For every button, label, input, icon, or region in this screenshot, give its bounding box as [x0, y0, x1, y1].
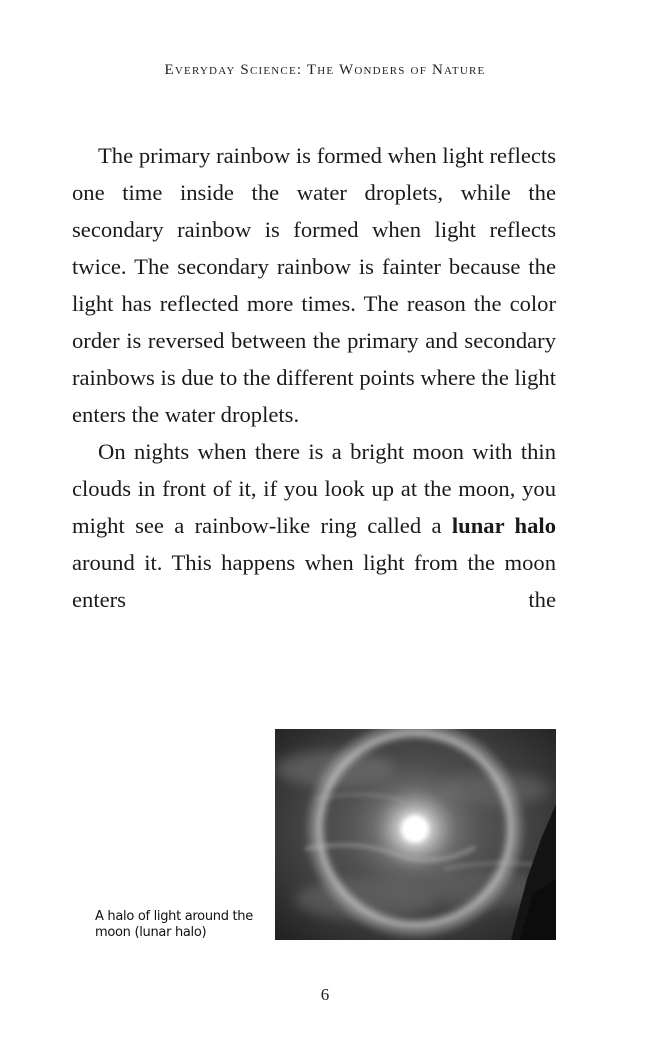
- figure-caption: A halo of light around the moon (lunar halo): [95, 909, 253, 940]
- lunar-halo-photo: [275, 729, 556, 940]
- paragraph-2: [72, 433, 556, 618]
- text-run: On nights when there is a bright moon with thin clouds in front of it, if you look up at the moon, you might see a rainbow-like ring called a: [72, 439, 556, 538]
- text-run: around it. This happens when light from the moon enters the: [72, 550, 556, 612]
- text-run: The primary rainbow is formed when light reflects one time inside the water droplets, while the secondary rainbow is formed when light reflects twice. The secondary rainbow is fainter because the light has reflected more times. The reason the color order is reversed between the primary and secondary rainbows is due to the different points where the light enters the water droplets.: [72, 143, 556, 427]
- body-text: [72, 137, 556, 618]
- paragraph-1: [72, 137, 556, 433]
- page-number: 6: [320, 985, 330, 1004]
- bold-term: lunar halo: [451, 513, 556, 538]
- running-head: Everyday Science: The Wonders of Nature: [164, 62, 486, 78]
